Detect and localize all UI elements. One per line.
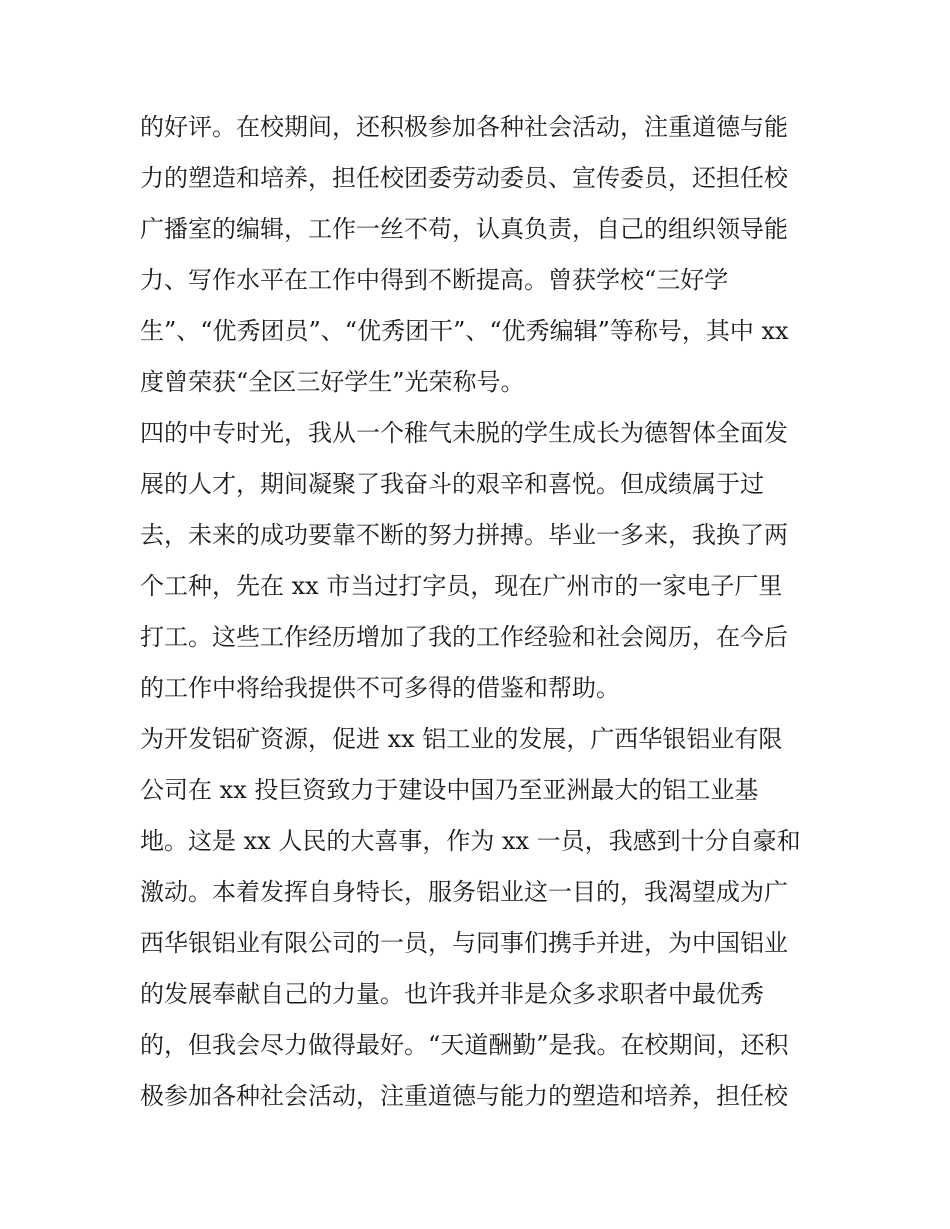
text-line: 广播室的编辑，工作一丝不苟，认真负责，自己的组织领导能 — [140, 215, 788, 243]
text-line: 度曾荣获“全区三好学生”光荣称号。 — [140, 368, 525, 396]
text-line: 力的塑造和培养，担任校团委劳动委员、宣传委员，还担任校 — [140, 164, 788, 192]
text-line: 激动。本着发挥自身特长，服务铝业这一目的，我渴望成为广 — [140, 878, 788, 906]
document-body — [140, 102, 820, 1122]
text-line: 的，但我会尽力做得最好。“天道酬勤”是我。在校期间，还积 — [140, 1031, 789, 1059]
text-line: 公司在 xx 投巨资致力于建设中国乃至亚洲最大的铝工业基 — [140, 776, 759, 804]
text-line: 为开发铝矿资源，促进 xx 铝工业的发展，广西华银铝业有限 — [140, 725, 783, 753]
text-line: 西华银铝业有限公司的一员，与同事们携手并进，为中国铝业 — [140, 929, 788, 957]
text-line: 极参加各种社会活动，注重道德与能力的塑造和培养，担任校 — [140, 1082, 788, 1110]
text-line: 展的人才，期间凝聚了我奋斗的艰辛和喜悦。但成绩属于过 — [140, 470, 764, 498]
text-line: 的发展奉献自己的力量。也许我并非是众多求职者中最优秀 — [140, 980, 764, 1008]
text-line: 的好评。在校期间，还积极参加各种社会活动，注重道德与能 — [140, 113, 788, 141]
text-line: 的工作中将给我提供不可多得的借鉴和帮助。 — [140, 674, 620, 702]
text-line: 去，未来的成功要靠不断的努力拼搏。毕业一多来，我换了两 — [140, 521, 788, 549]
text-line: 地。这是 xx 人民的大喜事，作为 xx 一员，我感到十分自豪和 — [140, 827, 801, 855]
text-line: 四的中专时光，我从一个稚气未脱的学生成长为德智体全面发 — [140, 419, 788, 447]
text-line: 个工种，先在 xx 市当过打字员，现在广州市的一家电子厂里 — [140, 572, 783, 600]
text-line: 生”、“优秀团员”、“优秀团干”、“优秀编辑”等称号，其中 xx — [140, 317, 789, 345]
text-line: 打工。这些工作经历增加了我的工作经验和社会阅历，在今后 — [140, 623, 788, 651]
text-line: 力、写作水平在工作中得到不断提高。曾获学校“三好学 — [140, 266, 729, 294]
